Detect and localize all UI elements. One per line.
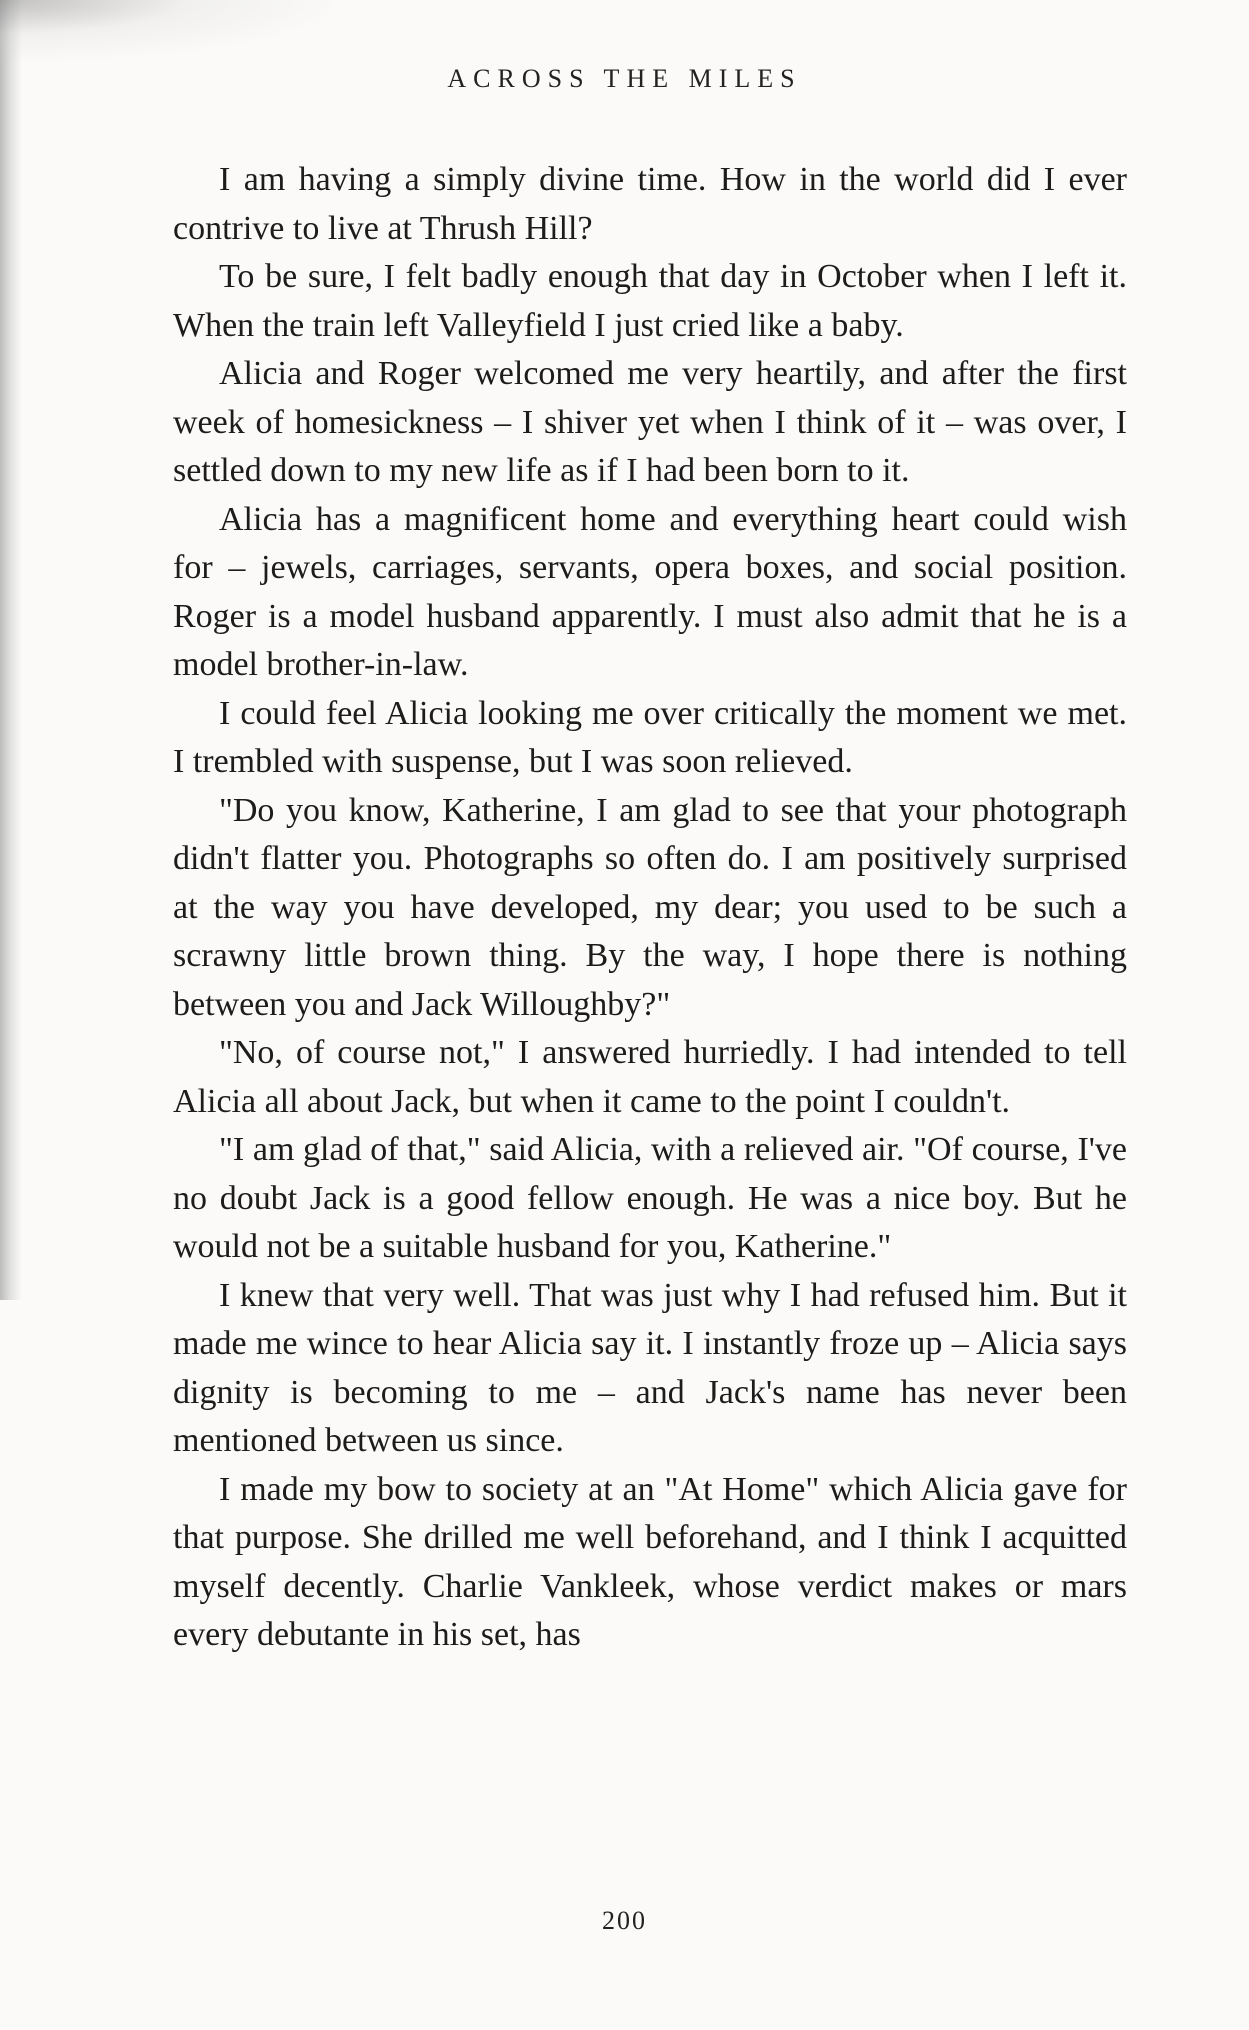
running-head: ACROSS THE MILES <box>447 64 802 93</box>
paragraph: Alicia has a magnificent home and everything heart could wish for – jewels, carriages, servants, opera boxes, and social position. Roger is a model husband apparently. I must also admit that he is a model brother-in-law. <box>173 500 1127 683</box>
paragraph: I knew that very well. That was just why I had refused him. But it made me wince to hear Alicia say it. I instantly froze up – Alicia says dignity is becoming to me – and Jack's name has never been mentioned between us since. <box>173 1276 1127 1459</box>
paragraph: I am having a simply divine time. How in the world did I ever contrive to live at Thrush Hill? <box>173 161 1127 247</box>
paragraph: "No, of course not," I answered hurriedly. I had intended to tell Alicia all about Jack, but when it came to the point I couldn't. <box>173 1034 1127 1120</box>
scan-shadow-corner <box>0 0 330 60</box>
paragraph: To be sure, I felt badly enough that day in October when I left it. When the train left Valleyfield I just cried like a baby. <box>173 258 1127 344</box>
body-text <box>173 156 1127 1660</box>
paragraph: I could feel Alicia looking me over critically the moment we met. I trembled with suspense, but I was soon relieved. <box>173 694 1127 780</box>
paragraph: "Do you know, Katherine, I am glad to see that your photograph didn't flatter you. Photographs so often do. I am positively surprised at the way you have developed, my dear; you used to be such a scrawny little brown thing. By the way, I hope there is nothing between you and Jack Willoughby?" <box>173 791 1127 1023</box>
paragraph: I made my bow to society at an "At Home" which Alicia gave for that purpose. She drilled me well beforehand, and I think I acquitted myself decently. Charlie Vankleek, whose verdict makes or mars every debutante in his set, has <box>173 1470 1127 1653</box>
paragraph: Alicia and Roger welcomed me very heartily, and after the first week of homesickness – I shiver yet when I think of it – was over, I settled down to my new life as if I had been born to it. <box>173 355 1127 489</box>
scan-shadow-edge <box>0 0 22 1300</box>
paragraph: "I am glad of that," said Alicia, with a relieved air. "Of course, I've no doubt Jack is a good fellow enough. He was a nice boy. But he would not be a suitable husband for you, Katherine." <box>173 1131 1127 1265</box>
page-number: 200 <box>602 1906 647 1935</box>
